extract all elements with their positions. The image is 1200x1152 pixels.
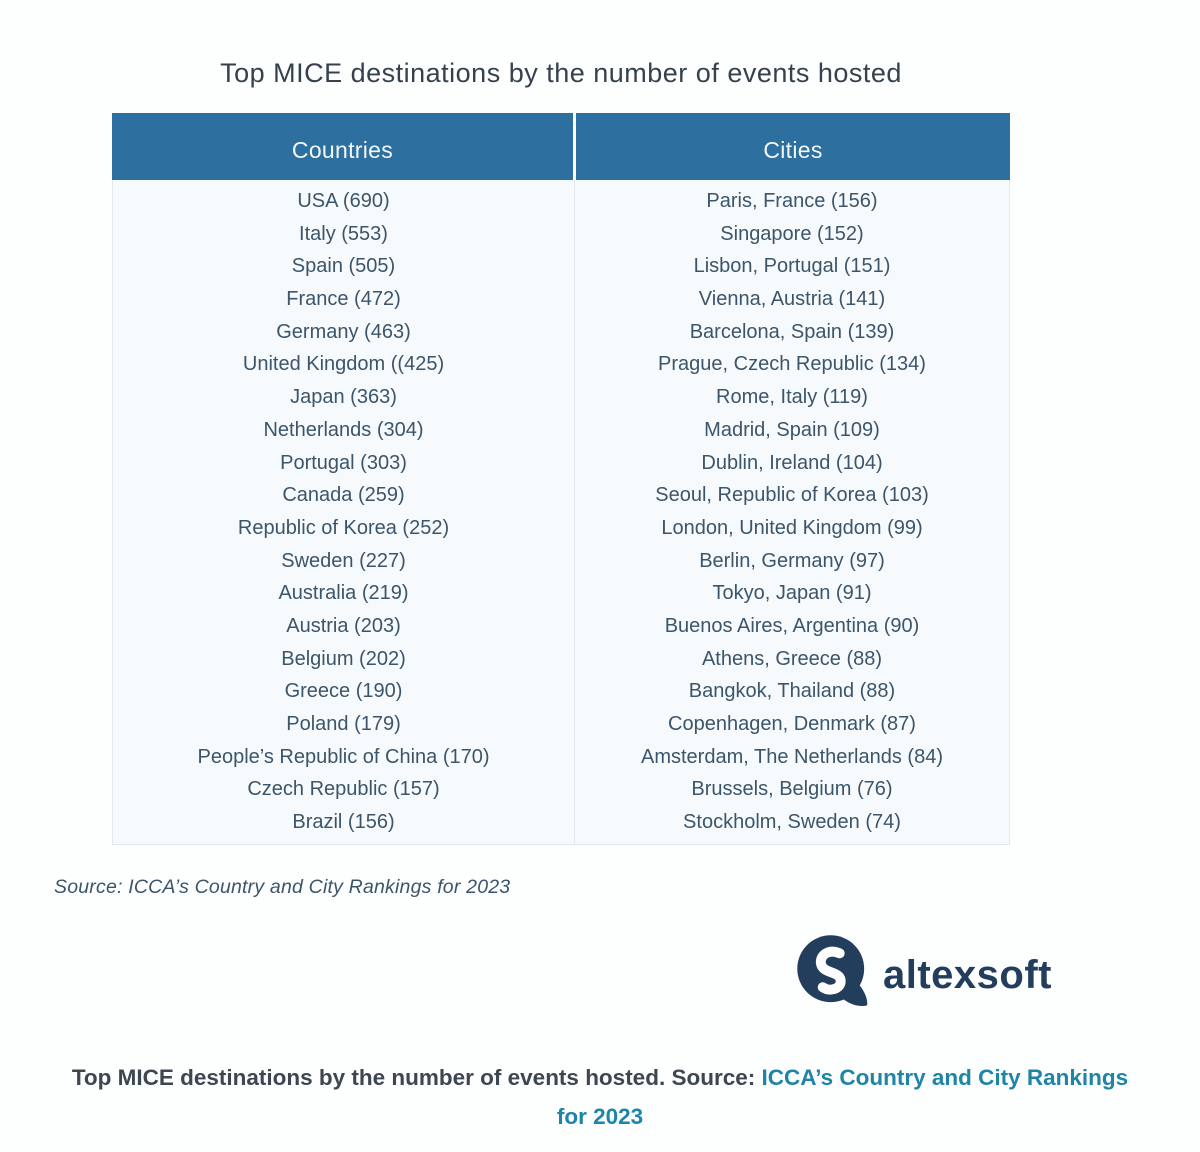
table-row: Czech Republic (157) [247,778,440,801]
table-row: Madrid, Spain (109) [704,418,880,441]
image-caption [0,1058,1200,1136]
table-row: Barcelona, Spain (139) [689,320,895,343]
table-row: Austria (203) [286,614,401,637]
table-row: Canada (259) [282,484,405,507]
table-row: London, United Kingdom (99) [661,516,923,539]
table-row: Portugal (303) [280,451,407,474]
table-row: Australia (219) [278,582,409,605]
table-row: Brazil (156) [292,811,395,834]
table-row: Italy (553) [299,222,388,245]
table-row: Sweden (227) [281,549,406,572]
table-row: Poland (179) [286,713,401,735]
countries-list [113,180,575,844]
table-row: Berlin, Germany (97) [699,549,885,572]
table-row: Athens, Greece (88) [701,647,883,670]
cities-list [575,180,1009,844]
table-row: Copenhagen, Denmark (87) [668,713,916,735]
table-row: Rome, Italy (119) [716,386,868,409]
table-header-row [112,113,1010,180]
table-row: Seoul, Republic of Korea (103) [655,484,929,507]
table-row: Germany (463) [276,320,411,343]
table-row: United Kingdom ((425) [242,353,445,376]
table-row: Spain (505) [291,255,396,278]
table-row: France (472) [286,288,401,311]
table-body [112,180,1010,845]
table-row: Greece (190) [284,680,403,703]
caption-source-link[interactable]: ICCA’s Country and City Rankings for 2023 [556,1065,1129,1129]
table-row: Buenos Aires, Argentina (90) [664,614,920,637]
countries-column-header: Countries [112,113,573,180]
table-row: Bangkok, Thailand (88) [688,680,896,703]
table-row: People’s Republic of China (170) [197,745,490,768]
altexsoft-logo-text: altexsoft [883,952,1052,997]
source-note: Source: ICCA’s Country and City Rankings for 2023 [54,876,511,898]
table-row: Republic of Korea (252) [237,516,450,539]
altexsoft-logo-icon [795,933,871,1009]
figure-title: Top MICE destinations by the number of events hosted [220,58,902,88]
cities-column-header: Cities [576,113,1010,180]
table-row: Prague, Czech Republic (134) [658,353,926,376]
mice-destinations-table [112,113,1010,845]
table-row: USA (690) [297,190,390,212]
table-row: Stockholm, Sweden (74) [683,811,901,834]
table-row: Vienna, Austria (141) [698,288,886,311]
table-row: Amsterdam, The Netherlands (84) [641,745,943,768]
table-row: Tokyo, Japan (91) [712,582,872,605]
table-row: Singapore (152) [720,222,864,245]
table-row: Paris, France (156) [706,190,878,212]
table-row: Lisbon, Portugal (151) [693,255,891,278]
table-row: Brussels, Belgium (76) [691,778,893,801]
table-row: Netherlands (304) [263,418,424,441]
table-row: Dublin, Ireland (104) [701,451,883,474]
altexsoft-logo [795,933,1052,1009]
caption-text: Top MICE destinations by the number of events hosted. Source: [71,1065,762,1090]
table-row: Belgium (202) [281,647,406,670]
table-row: Japan (363) [290,386,397,409]
